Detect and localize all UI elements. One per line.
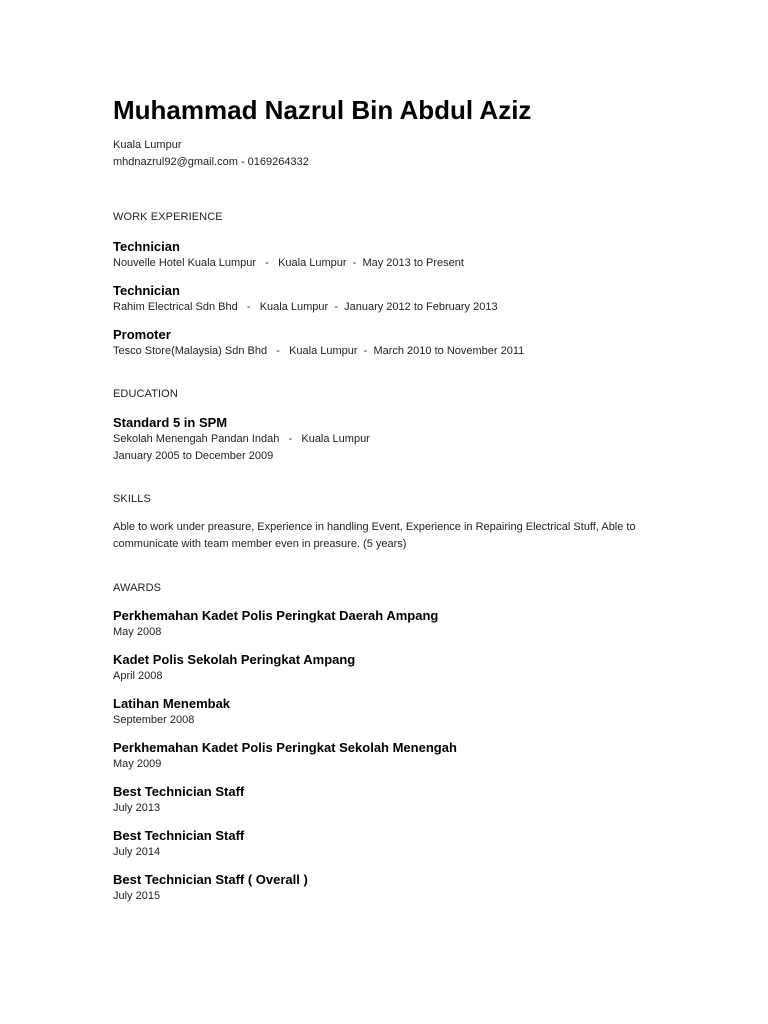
award-item — [113, 740, 673, 773]
job-title: Promoter — [113, 327, 171, 342]
award-date: September 2008 — [113, 714, 195, 726]
award-date: May 2008 — [113, 626, 162, 638]
award-item — [113, 784, 673, 817]
award-item — [113, 608, 673, 641]
work-item — [113, 327, 673, 360]
education-item — [113, 415, 673, 465]
work-item — [113, 283, 673, 316]
skills-heading: SKILLS — [113, 493, 151, 505]
award-date: July 2013 — [113, 802, 161, 814]
award-item — [113, 652, 673, 685]
award-title: Perkhemahan Kadet Polis Peringkat Sekolah Menengah — [113, 740, 457, 755]
award-date: July 2014 — [113, 846, 161, 858]
job-detail: Tesco Store(Malaysia) Sdn Bhd - Kuala Lumpur - March 2010 to November 2011 — [113, 345, 525, 357]
awards-heading: AWARDS — [113, 582, 162, 594]
contact-text: mhdnazrul92@gmail.com - 0169264332 — [113, 156, 309, 168]
education-detail: Sekolah Menengah Pandan Indah - Kuala Lumpur — [113, 433, 370, 445]
education-heading: EDUCATION — [113, 388, 178, 400]
resume-name: Muhammad Nazrul Bin Abdul Aziz — [113, 95, 532, 125]
award-title: Latihan Menembak — [113, 696, 231, 711]
work-experience-list — [113, 239, 673, 360]
job-detail: Rahim Electrical Sdn Bhd - Kuala Lumpur - January 2012 to February 2013 — [113, 301, 498, 313]
award-title: Best Technician Staff — [113, 828, 245, 843]
education-dates: January 2005 to December 2009 — [113, 450, 274, 462]
award-title: Kadet Polis Sekolah Peringkat Ampang — [113, 652, 356, 667]
job-detail: Nouvelle Hotel Kuala Lumpur - Kuala Lumpur - May 2013 to Present — [113, 257, 464, 269]
work-experience-heading: WORK EXPERIENCE — [113, 211, 223, 223]
job-title: Technician — [113, 239, 180, 254]
award-title: Best Technician Staff ( Overall ) — [113, 872, 308, 887]
award-date: May 2009 — [113, 758, 162, 770]
award-item — [113, 872, 673, 905]
work-item — [113, 239, 673, 272]
resume-page — [113, 94, 673, 905]
award-item — [113, 828, 673, 861]
award-date: July 2015 — [113, 890, 161, 902]
award-item — [113, 696, 673, 729]
awards-list — [113, 608, 673, 905]
location-text: Kuala Lumpur — [113, 139, 182, 151]
award-date: April 2008 — [113, 670, 163, 682]
award-title: Perkhemahan Kadet Polis Peringkat Daerah Ampang — [113, 608, 439, 623]
award-title: Best Technician Staff — [113, 784, 245, 799]
education-title: Standard 5 in SPM — [113, 415, 228, 430]
job-title: Technician — [113, 283, 180, 298]
skills-text: Able to work under preasure, Experience in handling Event, Experience in Repairing Electrical Stuff, Able to communicate with team member even in preasure. (5 years) — [113, 521, 636, 550]
